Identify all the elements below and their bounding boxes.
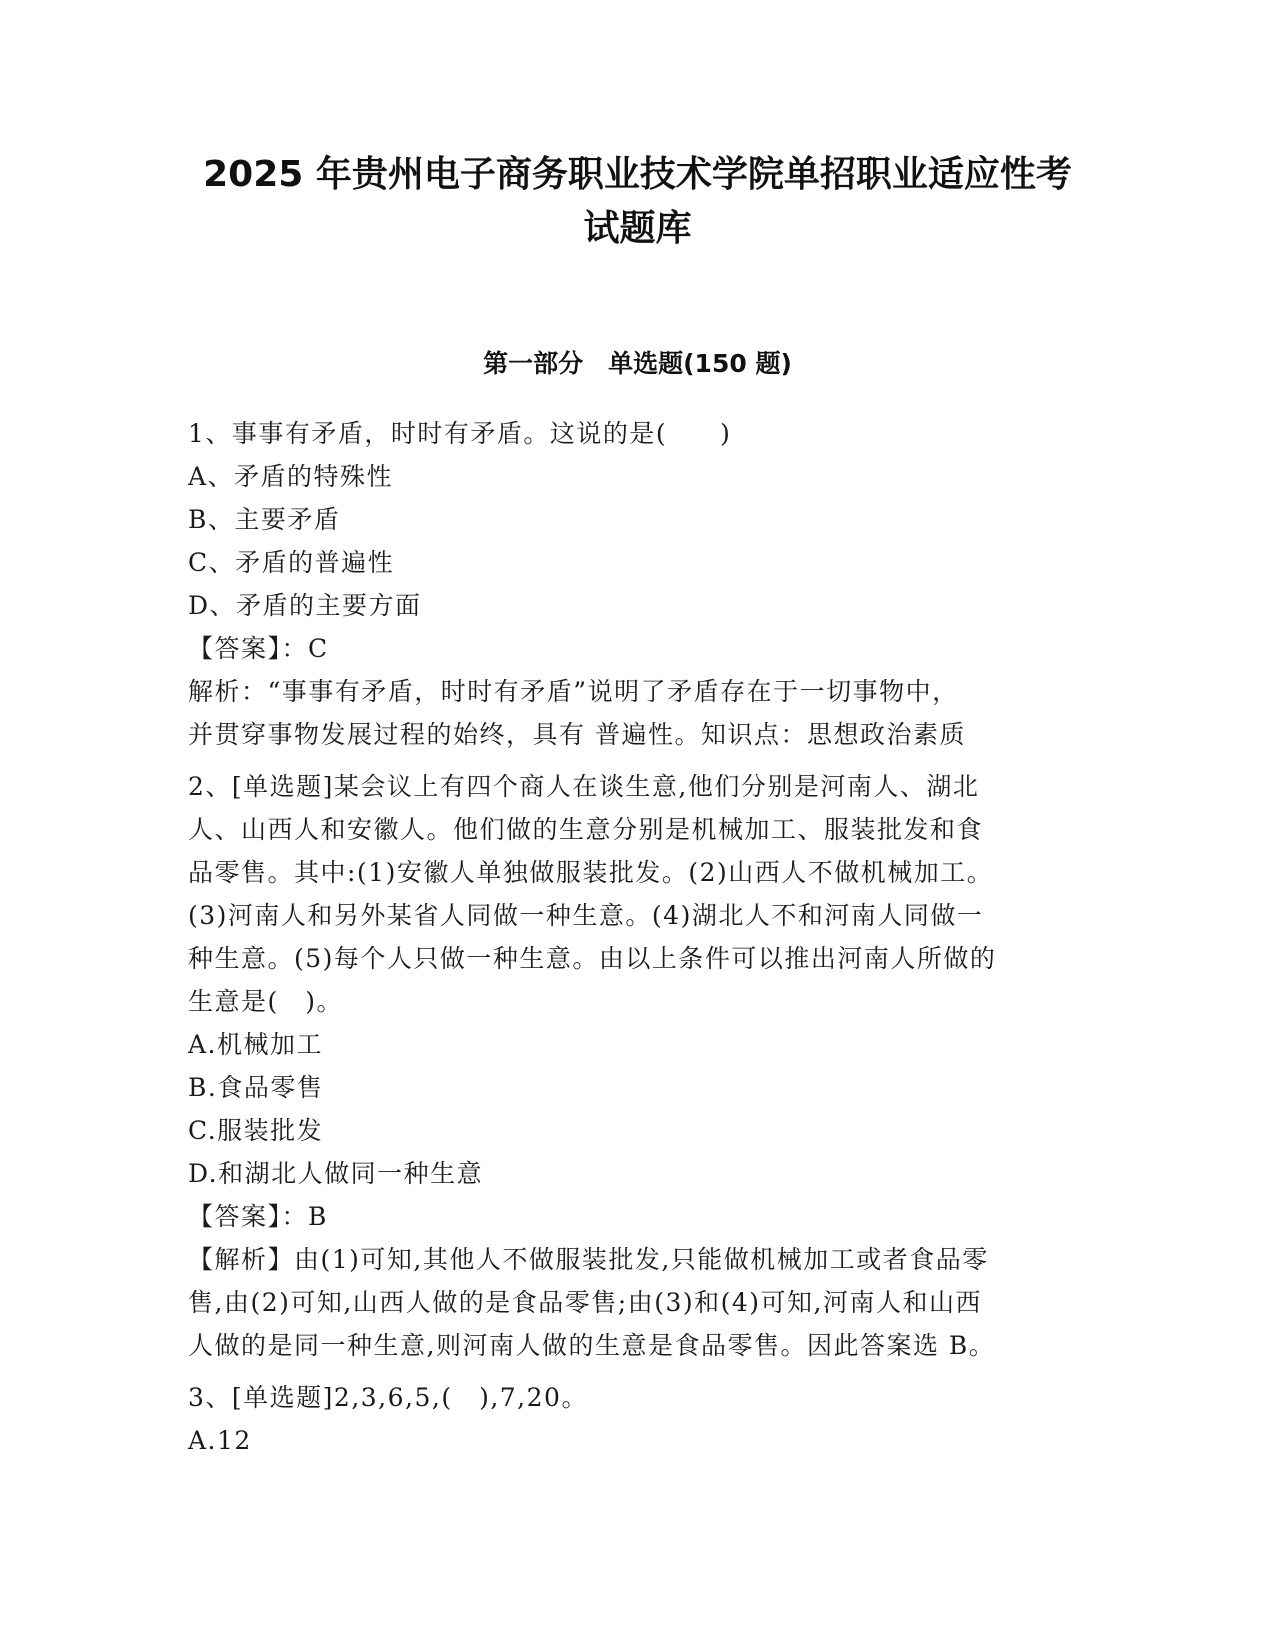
question-stem: 生意是( )。 (188, 987, 344, 1016)
explanation-line: 【解析】由(1)可知,其他人不做服装批发,只能做机械加工或者食品零 (188, 1245, 989, 1274)
explanation-line: 售,由(2)可知,山西人做的是食品零售;由(3)和(4)可知,河南人和山西 (188, 1288, 983, 1317)
question-item (188, 765, 1088, 1367)
option-c: C.服装批发 (188, 1116, 324, 1145)
explanation-line: 并贯穿事物发展过程的始终，具有 普遍性。知识点：思想政治素质 (188, 720, 966, 749)
document-title (150, 148, 1125, 256)
answer-line: 【答案】：B (188, 1202, 328, 1231)
option-c: C、矛盾的普遍性 (188, 548, 395, 577)
option-a: A.机械加工 (188, 1030, 324, 1059)
question-stem: 品零售。其中:(1)安徽人单独做服装批发。(2)山西人不做机械加工。 (188, 858, 994, 887)
answer-line: 【答案】：C (188, 634, 329, 663)
question-list (188, 412, 1088, 1462)
option-a: A、矛盾的特殊性 (188, 462, 394, 491)
question-stem: 1、事事有矛盾，时时有矛盾。这说的是( ) (188, 419, 732, 448)
question-stem: (3)河南人和另外某省人同做一种生意。(4)湖北人不和河南人同做一 (188, 901, 984, 930)
paragraph-gap (188, 756, 1088, 765)
question-stem: 2、[单选题]某会议上有四个商人在谈生意,他们分别是河南人、湖北 (188, 772, 980, 801)
question-item (188, 412, 1088, 756)
option-b: B、主要矛盾 (188, 505, 341, 534)
option-a: A.12 (188, 1426, 252, 1455)
title-line-1: 2025 年贵州电子商务职业技术学院单招职业适应性考 (203, 154, 1072, 195)
explanation-line: 人做的是同一种生意,则河南人做的生意是食品零售。因此答案选 B。 (188, 1331, 996, 1360)
paragraph-gap (188, 1367, 1088, 1376)
title-line-2: 试题库 (583, 208, 692, 249)
question-item (188, 1376, 1088, 1462)
section-heading: 第一部分 单选题(150 题) (483, 349, 792, 378)
question-stem: 种生意。(5)每个人只做一种生意。由以上条件可以推出河南人所做的 (188, 944, 997, 973)
option-d: D.和湖北人做同一种生意 (188, 1159, 484, 1188)
explanation-line: 解析：“事事有矛盾，时时有矛盾”说明了矛盾存在于一切事物中， (188, 677, 959, 706)
option-b: B.食品零售 (188, 1073, 324, 1102)
question-stem: 3、[单选题]2,3,6,5,( ),7,20。 (188, 1383, 588, 1412)
option-d: D、矛盾的主要方面 (188, 591, 422, 620)
question-stem: 人、山西人和安徽人。他们做的生意分别是机械加工、服装批发和食 (188, 815, 984, 844)
